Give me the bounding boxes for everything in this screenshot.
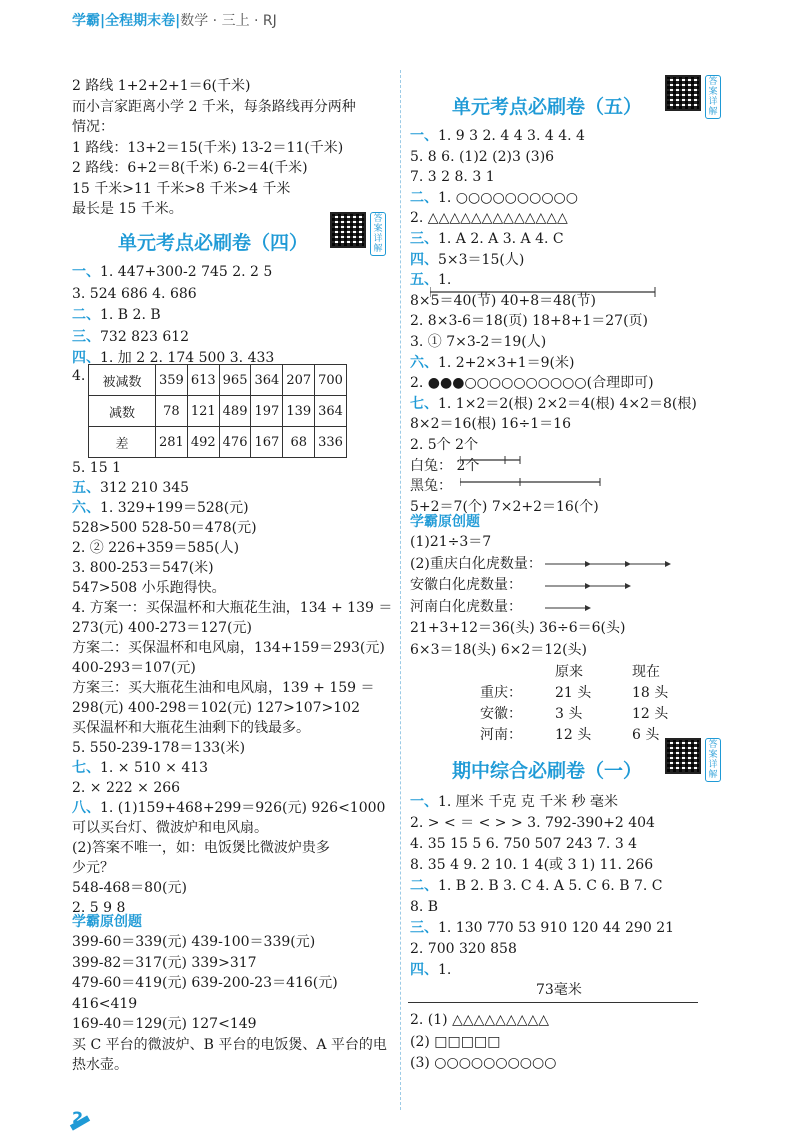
page-header [72, 10, 277, 30]
line-text: 2. △△△△△△△△△△△△△ [410, 210, 568, 227]
line-text: 少元？ [72, 860, 114, 876]
section-title-mid: 期中综合必刷卷（一） [452, 760, 643, 782]
section-marker: 一、 [410, 794, 438, 810]
table-cell: 167 [251, 427, 283, 458]
tiger-value: 18 头 [632, 685, 669, 701]
table-row [89, 427, 347, 458]
line-text: 1. 厘米 千克 克 千米 秒 毫米 [438, 794, 619, 810]
section-marker: 七、 [72, 760, 100, 776]
answer-line [410, 147, 554, 167]
line-text: 5. 550-239-178＝133(米) [72, 740, 246, 756]
line-text: 2. 5 9 8 [72, 900, 126, 916]
table-cell: 613 [187, 365, 219, 396]
ruler-label: 73毫米 [536, 982, 582, 998]
table-cell: 700 [315, 365, 347, 396]
line-text: 2. ② 226+359＝585(人) [72, 540, 240, 556]
line-text: 732 823 612 [100, 328, 190, 345]
table-cell: 197 [251, 396, 283, 427]
tiger-value: 3 头 [555, 706, 583, 722]
table-cell: 68 [283, 427, 315, 458]
line-text: 1. (1)159+468+299＝926(元) 926<1000 [100, 800, 386, 816]
tiger-value: 21 头 [555, 685, 592, 701]
section-marker: 三、 [72, 328, 100, 345]
answer-line: (3) ○○○○○○○○○○ [410, 1055, 557, 1071]
tiger-place: 安徽： [480, 706, 522, 722]
answer-line [72, 758, 208, 778]
answer-line: 安徽白化虎数量： [410, 577, 522, 593]
answer-line [410, 332, 546, 352]
line-text: 2. × 222 × 266 [72, 780, 181, 796]
answer-line: 416<419 [72, 995, 138, 1012]
answer-line [410, 792, 618, 812]
line-text: 2. > < ＝ < > > 3. 792-390+2 404 [410, 815, 655, 831]
row-header: 被减数 [89, 365, 156, 396]
answer-line: 2. (1) △△△△△△△△△ [410, 1012, 549, 1028]
answer-line [72, 858, 114, 878]
answer-line [72, 498, 249, 518]
table-cell: 207 [283, 365, 315, 396]
section-marker: 二、 [410, 878, 438, 894]
section-marker: 一、 [410, 128, 438, 144]
section-title-4: 单元考点必刷卷（四） [118, 232, 309, 254]
ruler-line [408, 1002, 698, 1003]
header-subject: 数学 · 三上 · RJ [180, 13, 277, 29]
answer-line: 21+3+12＝36(头) 36÷6＝6(头) [410, 620, 626, 636]
line-text: 547>508 小乐跑得快。 [72, 580, 226, 596]
line-text: 1. [438, 272, 452, 289]
section-marker: 三、 [410, 920, 438, 936]
line-text: 1. A 2. A 3. A 4. C [438, 231, 564, 247]
tiger-place: 河南： [480, 727, 522, 743]
answer-line [410, 813, 655, 833]
subtraction-table [88, 364, 347, 458]
answer-line: 169-40＝129(元) 127<149 [72, 1016, 257, 1032]
answer-line [410, 855, 653, 875]
line-text: 548-468＝80(元) [72, 880, 187, 896]
section-marker: 七、 [410, 395, 438, 412]
answer-line [410, 939, 517, 959]
qr-label: 答案详解 [705, 738, 721, 782]
answer-line: 买 C 平台的微波炉、B 平台的电饭煲、A 平台的电 [72, 1036, 387, 1053]
table-cell: 492 [187, 427, 219, 458]
answer-line [72, 578, 226, 598]
section-marker: 二、 [410, 189, 438, 206]
line-text: 1. 130 770 53 910 120 44 290 21 [438, 920, 675, 936]
rabbit-diagram [460, 448, 620, 494]
line-text: 1. B 2. B 3. C 4. A 5. C 6. B 7. C [438, 878, 663, 894]
tiger-place: 重庆： [480, 685, 522, 701]
answer-line [72, 698, 360, 718]
answer-line [410, 918, 674, 938]
answer-line [410, 834, 637, 854]
answer-line [410, 229, 564, 249]
tiger-value: 12 头 [632, 706, 669, 722]
line-text: 黑兔： [410, 478, 452, 495]
line-text: 8×2＝16(根) 16÷1＝16 [410, 416, 571, 433]
answer-line [72, 598, 392, 618]
answer-line [410, 188, 578, 208]
answer-line: 479-60＝419(元) 639-200-23＝416(元) [72, 975, 338, 991]
line-text: 白兔： 2个 [410, 457, 480, 474]
qr-label: 答案详解 [705, 75, 721, 119]
tiger-value: 6 头 [632, 727, 660, 743]
line-text: 3. ① 7×3-2＝19(人) [410, 334, 547, 350]
line-text: (2)答案不唯一，如：电饭煲比微波炉贵多 [72, 840, 330, 856]
answer-line [410, 373, 654, 393]
line-text: 8×5＝40(节) 40+8＝48(节) [410, 292, 596, 309]
answer-line: 1 路线：13+2＝15(千米) 13-2＝11(千米) [72, 139, 344, 156]
answer-line: 热水壶。 [72, 1057, 128, 1073]
line-text: 1. [438, 962, 452, 978]
answer-line: 而小言家距离小学 2 千米，每条路线再分两种 [72, 98, 356, 115]
line-text: 2. ●●●○○○○○○○○○○(合理即可) [410, 375, 654, 392]
answer-line [410, 476, 452, 496]
line-text: 3. 800-253＝547(米) [72, 560, 214, 576]
answer-line [72, 878, 187, 898]
answer-line [72, 738, 245, 758]
line-text: 方案二：买保温杯和电风扇，134+159＝293(元) [72, 640, 385, 656]
line-text: 8. B [410, 899, 439, 915]
section-marker: 五、 [72, 480, 100, 496]
qr-code-icon[interactable] [330, 212, 366, 248]
answer-line: 15 千米>11 千米>8 千米>4 千米 [72, 180, 291, 197]
answer-line [410, 353, 574, 373]
page-number: 2 [72, 1108, 84, 1127]
line-text: 买保温杯和大瓶花生油剩下的钱最多。 [72, 720, 310, 736]
table-cell: 359 [156, 365, 188, 396]
line-text: 5×3＝15(人) [438, 251, 525, 268]
answer-line [410, 394, 697, 414]
xueba-title-left: 学霸原创题 [72, 914, 142, 930]
answer-line [410, 414, 571, 434]
line-text: 1. 2+2×3+1＝9(米) [438, 354, 575, 371]
line-text: 1. B 2. B [100, 307, 161, 323]
answer-line: 6×3＝18(头) 6×2＝12(头) [410, 641, 588, 658]
answer-line: 河南白化虎数量： [410, 598, 522, 615]
qr-label: 答案详解 [370, 212, 386, 256]
section-marker: 二、 [72, 307, 100, 323]
table-row [89, 365, 347, 396]
line-text: 1. 1×2＝2(根) 2×2＝4(根) 4×2＝8(根) [438, 395, 697, 412]
line-text: 312 210 345 [100, 480, 190, 496]
table-cell: 965 [219, 365, 251, 396]
section-title-5: 单元考点必刷卷（五） [452, 96, 643, 118]
answer-line [72, 838, 330, 858]
answer-line [72, 478, 189, 498]
line-text: 1. 329+199＝528(元) [100, 500, 249, 516]
qr-code-icon[interactable] [665, 75, 701, 111]
answer-line [72, 658, 196, 678]
line-text: 1. 加 2 2. 174 500 3. 433 [100, 350, 275, 366]
answer-line [72, 558, 214, 578]
answer-line [72, 638, 385, 658]
table-cell: 476 [219, 427, 251, 458]
answer-line [72, 718, 310, 738]
line-text: 5. 8 6. (1)2 (2)3 (3)6 [410, 148, 555, 165]
section-marker: 一、 [72, 264, 100, 280]
qr-code-icon[interactable] [665, 738, 701, 774]
answer-line [72, 262, 272, 282]
row-header: 减数 [89, 396, 156, 427]
answer-line: 情况： [72, 119, 114, 135]
line-text: 5. 15 1 [72, 460, 121, 476]
line-text: 400-293＝107(元) [72, 660, 196, 676]
line-text: 273(元) 400-273＝127(元) [72, 620, 252, 636]
line-text: 1. 447+300-2 745 2. 2 5 [100, 264, 273, 280]
table-cell: 364 [251, 365, 283, 396]
section-marker: 六、 [410, 354, 438, 371]
answer-line [410, 126, 585, 146]
answer-line [72, 518, 257, 538]
answer-line [410, 167, 495, 187]
line-text: 3. 524 686 4. 686 [72, 285, 197, 302]
answer-line [72, 818, 268, 838]
answer-line [410, 876, 662, 896]
column-divider [400, 70, 401, 1110]
line-text: 8. 35 4 9. 2 10. 1 4(或 3 1) 11. 266 [410, 857, 654, 873]
answer-line [410, 960, 451, 980]
answer-line: (2) □□□□□ [410, 1033, 501, 1050]
answer-line: 2 路线：6+2＝8(千米) 6-2＝4(千米) [72, 160, 308, 176]
tiger-value: 12 头 [555, 727, 592, 743]
answer-line: 399-60＝339(元) 439-100＝339(元) [72, 934, 316, 950]
header-brand: 学霸|全程期末卷| [72, 13, 181, 29]
answer-line: 2 路线 1+2+2+1＝6(千米) [72, 78, 251, 94]
answer-line [72, 678, 375, 698]
row-header: 差 [89, 427, 156, 458]
line-text: 7. 3 2 8. 3 1 [410, 169, 495, 186]
line-text: 1. ○○○○○○○○○○ [438, 189, 578, 206]
section-marker: 四、 [410, 962, 438, 978]
table-cell: 139 [283, 396, 315, 427]
answer-line [72, 458, 121, 478]
line-text: 2. 8×3-6＝18(页) 18+8+1＝27(页) [410, 313, 649, 330]
answer-line [72, 778, 180, 798]
column-header: 原来 [555, 664, 583, 680]
answer-line: 最长是 15 千米。 [72, 201, 183, 217]
answer-line [72, 618, 252, 638]
answer-line [72, 284, 197, 304]
table-cell: 121 [187, 396, 219, 427]
answer-line: (2)重庆白化虎数量： [410, 555, 542, 572]
answer-line: (1)21÷3＝7 [410, 534, 492, 550]
section-marker: 四、 [410, 251, 438, 268]
answer-line [72, 798, 385, 818]
table-cell: 336 [315, 427, 347, 458]
answer-line [410, 897, 438, 917]
answer-line [72, 305, 161, 325]
section-marker: 四、 [72, 350, 100, 366]
answer-line [72, 538, 239, 558]
answer-line [410, 311, 648, 331]
answer-line: 399-82＝317(元) 339>317 [72, 954, 257, 971]
line-text: 2. 700 320 858 [410, 941, 517, 957]
line-text: 1. 9 3 2. 4 4 3. 4 4. 4 [438, 128, 585, 144]
q4-label: 4. [72, 368, 86, 384]
section-marker: 三、 [410, 231, 438, 247]
line-text: 可以买台灯、微波炉和电风扇。 [72, 820, 268, 836]
table-cell: 489 [219, 396, 251, 427]
line-text: 4. 35 15 5 6. 750 507 243 7. 3 4 [410, 836, 638, 852]
table-cell: 281 [156, 427, 188, 458]
answer-line [72, 327, 189, 347]
line-text: 1. × 510 × 413 [100, 760, 209, 776]
answer-line [410, 208, 568, 228]
line-text: 298(元) 400-298＝102(元) 127>107>102 [72, 700, 360, 716]
segment-diagram [430, 282, 660, 302]
section-marker: 五、 [410, 272, 438, 289]
xueba-title-right: 学霸原创题 [410, 514, 480, 530]
column-header: 现在 [632, 664, 660, 680]
table-row [89, 396, 347, 427]
line-text: 5+2＝7(个) 7×2+2＝16(个) [410, 498, 599, 515]
line-text: 方案三：买大瓶花生油和电风扇，139 + 159 ＝ [72, 680, 375, 696]
section-marker: 八、 [72, 800, 100, 816]
line-text: 2. 5个 2个 [410, 437, 479, 453]
tiger-arrow-diagram [545, 556, 675, 616]
line-text: 4. 方案一：买保温杯和大瓶花生油，134 + 139 ＝ [72, 600, 393, 616]
section-marker: 六、 [72, 500, 100, 516]
line-text: 528>500 528-50＝478(元) [72, 520, 257, 536]
table-cell: 78 [156, 396, 188, 427]
table-cell: 364 [315, 396, 347, 427]
answer-line [410, 250, 524, 270]
